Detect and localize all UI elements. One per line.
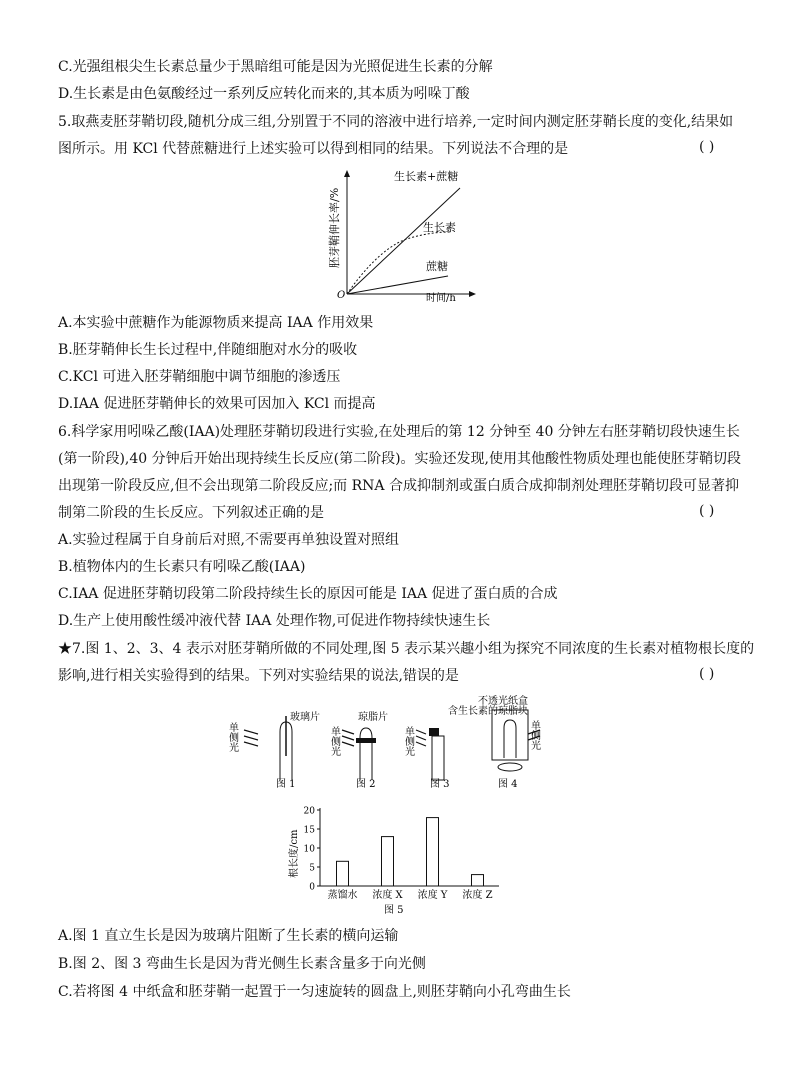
origin-label: O: [337, 290, 346, 301]
root-length-bar-chart: [284, 800, 514, 920]
q4-option-d: D.生长素是由色氨酸经过一系列反应转化而来的,其本质为吲哚丁酸: [58, 86, 470, 102]
fig4-label: 不透光纸盒: [478, 696, 528, 707]
figure-3: [403, 704, 529, 790]
q7-answer-paren: ( ): [699, 666, 715, 682]
bar: [337, 861, 349, 886]
q5-stem-line1: 5.取燕麦胚芽鞘切段,随机分成三组,分别置于不同的溶液中进行培养,一定时间内测定胚芽鞘长度的变化,结果如: [58, 114, 734, 130]
bar: [382, 837, 394, 886]
fig4-caption: 图 4: [498, 779, 518, 790]
fig4-light-label: 单侧光: [528, 720, 540, 750]
fig2-coleoptile: [360, 728, 372, 780]
q6-stem-line4: 制第二阶段的生长反应。下列叙述正确的是: [58, 505, 324, 521]
y-axis-arrow: [344, 170, 350, 177]
bar: [427, 818, 439, 886]
fig2-light-arrows-icon: [342, 730, 354, 746]
y-tick-label: 5: [309, 863, 315, 874]
fig3-agar-block: [429, 728, 439, 736]
x-tick-label: 浓度 Z: [462, 890, 493, 901]
fig4-rotating-disc: [498, 763, 522, 771]
y-tick-label: 10: [303, 844, 315, 855]
x-axis-arrow: [469, 291, 476, 297]
y-tick-label: 20: [303, 806, 315, 817]
fig1-light-arrows-icon: [244, 730, 258, 746]
q5-option-b: B.胚芽鞘伸长生长过程中,伴随细胞对水分的吸收: [58, 342, 358, 358]
y-axis-label: 胚芽鞘伸长率/%: [328, 187, 341, 268]
x-tick-label: 浓度 Y: [417, 890, 448, 901]
series-line-sucrose: [347, 276, 448, 294]
fig2-agar-sheet: [356, 738, 376, 743]
q7-option-b: B.图 2、图 3 弯曲生长是因为背光侧生长素含量多于向光侧: [58, 956, 426, 972]
q6-option-b: B.植物体内的生长素只有吲哚乙酸(IAA): [58, 559, 306, 575]
q5-option-d: D.IAA 促进胚芽鞘伸长的效果可因加入 KCl 而提高: [58, 396, 376, 412]
figure-2: [329, 710, 389, 790]
fig3-label: 含生长素的琼脂块: [448, 706, 528, 717]
q6-stem-line3: 出现第一阶段反应,但不会出现第二阶段反应;而 RNA 合成抑制剂或蛋白质合成抑制剂处理胚芽鞘切段可显著抑: [58, 478, 739, 494]
figure-1: [227, 710, 321, 790]
fig1-light-label: 单侧光: [226, 722, 238, 752]
fig1-caption: 图 1: [276, 779, 296, 790]
bar: [472, 875, 484, 886]
q6-stem-line2: (第一阶段),40 分钟后开始出现持续生长反应(第二阶段)。实验还发现,使用其他酸性物质处理也能使胚芽鞘切段: [58, 451, 742, 467]
q6-answer-paren: ( ): [699, 503, 715, 519]
q7-stem-line2: 影响,进行相关实验得到的结果。下列对实验结果的说法,错误的是: [58, 668, 459, 684]
growth-chart: [322, 166, 482, 306]
series-label-iaa: 生长素: [423, 221, 456, 234]
fig3-light-label: 单侧光: [402, 726, 414, 756]
q5-answer-paren: ( ): [699, 139, 715, 155]
y-tick-label: 0: [309, 882, 315, 893]
series-label-sucrose: 蔗糖: [426, 260, 448, 273]
fig2-light-label: 单侧光: [328, 726, 340, 756]
fig3-coleoptile: [432, 736, 444, 780]
fig4-box: [492, 710, 528, 760]
series-label-iaa-sucrose: 生长素+蔗糖: [394, 170, 459, 183]
q5-stem-line2: 图所示。用 KCl 代替蔗糖进行上述实验可以得到相同的结果。下列说法不合理的是: [58, 141, 569, 157]
q4-option-c: C.光强组根尖生长素总量少于黑暗组可能是因为光照促进生长素的分解: [58, 59, 493, 75]
q7-option-a: A.图 1 直立生长是因为玻璃片阻断了生长素的横向运输: [58, 928, 399, 944]
q7-stem-line1: ★7.图 1、2、3、4 表示对胚芽鞘所做的不同处理,图 5 表示某兴趣小组为探究不同浓度的生长素对植物根长度的: [58, 641, 755, 657]
x-axis-label: 时间/h: [426, 293, 456, 304]
series-line-iaa-sucrose: [347, 188, 460, 294]
fig2-label: 琼脂片: [358, 712, 388, 723]
q7-option-c: C.若将图 4 中纸盒和胚芽鞘一起置于一匀速旋转的圆盘上,则胚芽鞘向小孔弯曲生长: [58, 984, 571, 1000]
bar-chart-title: 图 5: [384, 905, 404, 916]
fig3-light-arrows-icon: [416, 730, 426, 746]
x-tick-label: 浓度 X: [372, 890, 403, 901]
q5-option-a: A.本实验中蔗糖作为能源物质来提高 IAA 作用效果: [58, 315, 374, 331]
fig1-label: 玻璃片: [290, 712, 320, 723]
fig4-coleoptile: [504, 720, 516, 758]
q6-stem-line1: 6.科学家用吲哚乙酸(IAA)处理胚芽鞘切段进行实验,在处理后的第 12 分钟至 40 分钟左右胚芽鞘切段快速生长: [58, 424, 740, 440]
y-tick-label: 15: [303, 825, 315, 836]
bar-chart-ylabel: 根长度/cm: [289, 829, 300, 878]
fig3-caption: 图 3: [430, 779, 450, 790]
q5-option-c: C.KCl 可进入胚芽鞘细胞中调节细胞的渗透压: [58, 369, 341, 385]
coleoptile-figures: [226, 690, 560, 790]
q6-option-d: D.生产上使用酸性缓冲液代替 IAA 处理作物,可促进作物持续快速生长: [58, 613, 491, 629]
x-tick-label: 蒸馏水: [327, 890, 358, 901]
q6-option-a: A.实验过程属于自身前后对照,不需要再单独设置对照组: [58, 532, 400, 548]
fig2-caption: 图 2: [356, 779, 376, 790]
q6-option-c: C.IAA 促进胚芽鞘切段第二阶段持续生长的原因可能是 IAA 促进了蛋白质的合成: [58, 586, 558, 602]
